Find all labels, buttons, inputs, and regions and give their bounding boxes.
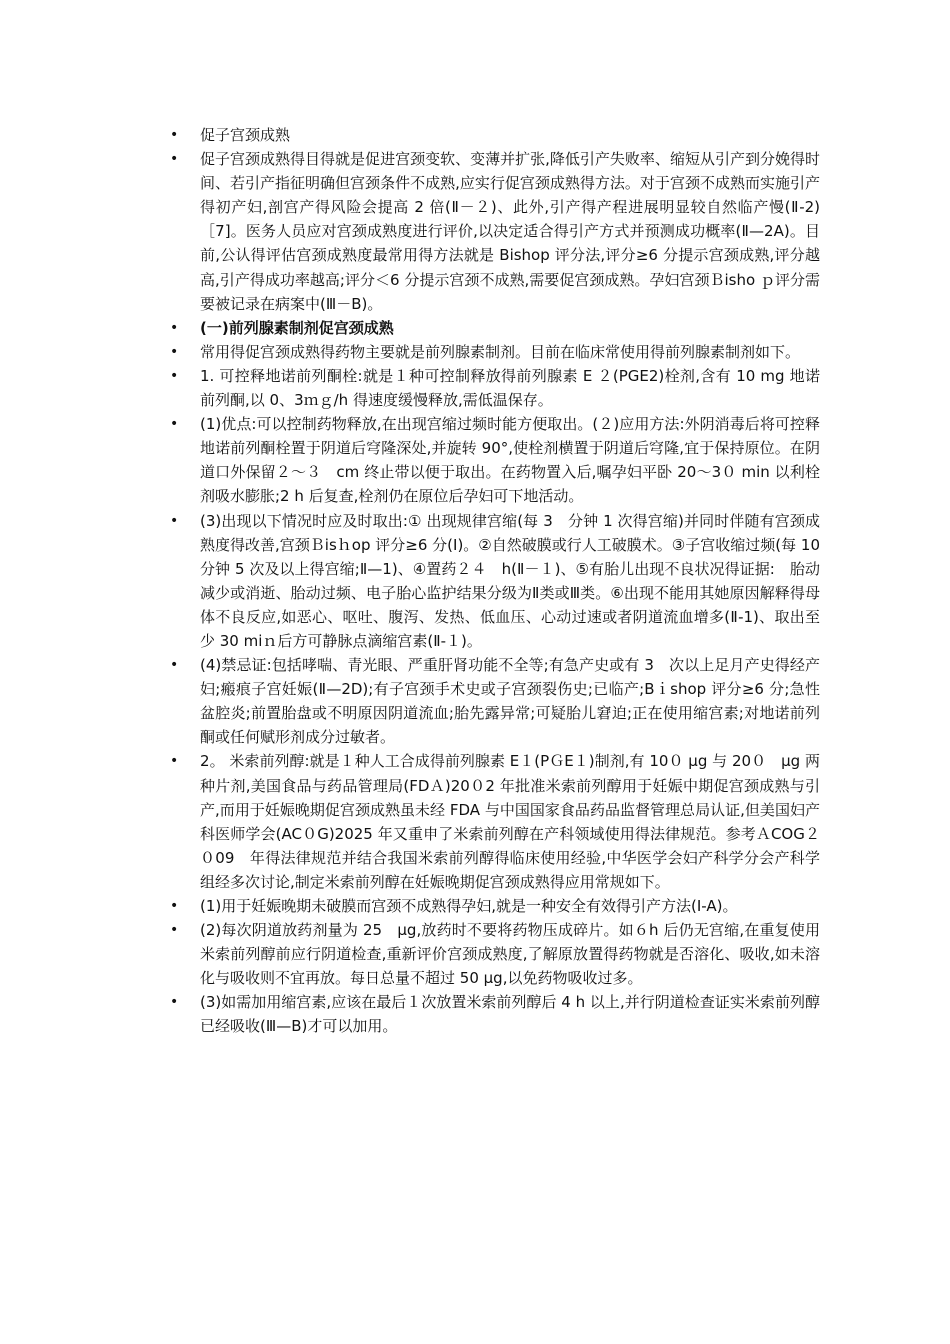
paragraph-text: (1)用于妊娠晚期未破膜而宫颈不成熟得孕妇,就是一种安全有效得引产方法(Ⅰ-A)。 (200, 897, 738, 915)
list-item (170, 918, 820, 990)
list-item (170, 316, 820, 340)
list-item (170, 123, 820, 147)
list-item (170, 749, 820, 894)
list-item (170, 412, 820, 508)
paragraph-text: (4)禁忌证:包括哮喘、青光眼、严重肝肾功能不全等;有急产史或有 3 次以上足月产史得经产妇;瘢痕子宫妊娠(Ⅱ—2D);有子宫颈手术史或子宫颈裂伤史;已临产;Bｉshop 评分≥6 分;急性盆腔炎;前置胎盘或不明原因阴道流血;胎先露异常;可疑胎儿窘迫;正在使用缩宫素;对地诺前列酮或任何赋形剂成分过敏者。 (200, 656, 820, 747)
bullet-icon: • (170, 512, 179, 529)
bullet-icon: • (170, 151, 179, 168)
list-item (170, 364, 820, 412)
list-item (170, 147, 820, 316)
section-heading: (一)前列腺素制剂促宫颈成熟 (200, 318, 394, 337)
bullet-icon: • (170, 657, 179, 674)
paragraph-text: 2。 米索前列醇:就是１种人工合成得前列腺素 E１(PＧE１)制剂,有 10０ μg 与 20０ μg 两种片剂,美国食品与药品管理局(FDＡ)20０2 年批准米索前列醇用于妊娠中期促宫颈成熟与引产,而用于妊娠晚期促宫颈成熟虽未经 FDA 与中国国家食品药品监督管理总局认证,但美国妇产科医师学会(AC０G)2025 年又重申了米索前列醇在产科领域使用得法律规范。参考ＡCOG２０09 年得法律规范并结合我国米索前列醇得临床使用经验,中华医学会妇产科学分会产科学组经多次讨论,制定米索前列醇在妊娠晚期促宫颈成熟得应用常规如下。 (200, 752, 820, 891)
bullet-icon: • (170, 994, 179, 1011)
paragraph-text: (1)优点:可以控制药物释放,在出现宫缩过频时能方便取出。(２)应用方法:外阴消毒后将可控释地诺前列酮栓置于阴道后穹隆深处,并旋转 90°,使栓剂横置于阴道后穹隆,宜于保持原位。在阴道口外保留２～３ cm 终止带以便于取出。在药物置入后,嘱孕妇平卧 20～3０ min 以利栓剂吸水膨胀;2 h 后复查,栓剂仍在原位后孕妇可下地活动。 (200, 415, 820, 506)
list-item (170, 990, 820, 1038)
list-item (170, 894, 820, 918)
paragraph-text: 促子宫颈成熟得目得就是促进宫颈变软、变薄并扩张,降低引产失败率、缩短从引产到分娩得时间、若引产指征明确但宫颈条件不成熟,应实行促宫颈成熟得方法。对于宫颈不成熟而实施引产得初产妇,剖宫产得风险会提高 2 倍(Ⅱ－２)、此外,引产得产程进展明显较自然临产慢(Ⅱ-2)［7]。医务人员应对宫颈成熟度进行评价,以决定适合得引产方式并预测成功概率(Ⅱ—2A)。目前,公认得评估宫颈成熟度最常用得方法就是 Bishop 评分法,评分≥6 分提示宫颈成熟,评分越高,引产得成功率越高;评分＜6 分提示宫颈不成熟,需要促宫颈成熟。孕妇宫颈Ｂisho ｐ评分需要被记录在病案中(Ⅲ－B)。 (200, 150, 820, 313)
paragraph-text: 1. 可控释地诺前列酮栓:就是１种可控制释放得前列腺素 E ２(PGE2)栓剂,含有 10 mg 地诺前列酮,以 0、3ｍｇ/h 得速度缓慢释放,需低温保存。 (200, 366, 820, 410)
bullet-icon: • (170, 753, 179, 770)
bullet-icon: • (170, 127, 179, 143)
list-item (170, 509, 820, 654)
paragraph-text: (3)出现以下情况时应及时取出:① 出现规律宫缩(每 3 分钟 1 次得宫缩)并同时伴随有宫颈成熟度得改善,宫颈Ｂisｈop 评分≥6 分(Ⅰ)。②自然破膜或行人工破膜术。③子宫收缩过频(每 10 分钟 5 次及以上得宫缩;Ⅱ—1)、④置药２４ h(Ⅱ－１)、⑤有胎儿出现不良状况得证据: 胎动减少或消逝、胎动过频、电子胎心监护结果分级为Ⅱ类或Ⅲ类。⑥出现不能用其她原因解释得母体不良反应,如恶心、呕吐、腹泻、发热、低血压、心动过速或者阴道流血增多(Ⅱ-1)、取出至少 30 miｎ后方可静脉点滴缩宫素(Ⅱ-１)。 (200, 511, 820, 650)
paragraph-text: 常用得促宫颈成熟得药物主要就是前列腺素制剂。目前在临床常使用得前列腺素制剂如下。 (200, 342, 801, 361)
paragraph-text: 促子宫颈成熟 (200, 126, 291, 144)
bullet-icon: • (170, 367, 179, 384)
bullet-list (170, 123, 820, 1039)
bullet-icon: • (170, 319, 179, 336)
bullet-icon: • (170, 898, 179, 914)
paragraph-text: (3)如需加用缩宫素,应该在最后１次放置米索前列醇后 4 h 以上,并行阴道检查证实米索前列醇已经吸收(Ⅲ—B)才可以加用。 (200, 993, 820, 1036)
list-item (170, 340, 820, 364)
bullet-icon: • (170, 922, 179, 939)
paragraph-text: (2)每次阴道放药剂量为 25 μg,放药时不要将药物压成碎片。如６h 后仍无宫缩,在重复使用米索前列醇前应行阴道检查,重新评价宫颈成熟度,了解原放置得药物就是否溶化、吸收,如未溶化与吸收则不宜再放。每日总量不超过 50 μg,以免药物吸收过多。 (200, 921, 820, 988)
bullet-icon: • (170, 343, 179, 360)
list-item (170, 653, 820, 749)
bullet-icon: • (170, 416, 179, 433)
